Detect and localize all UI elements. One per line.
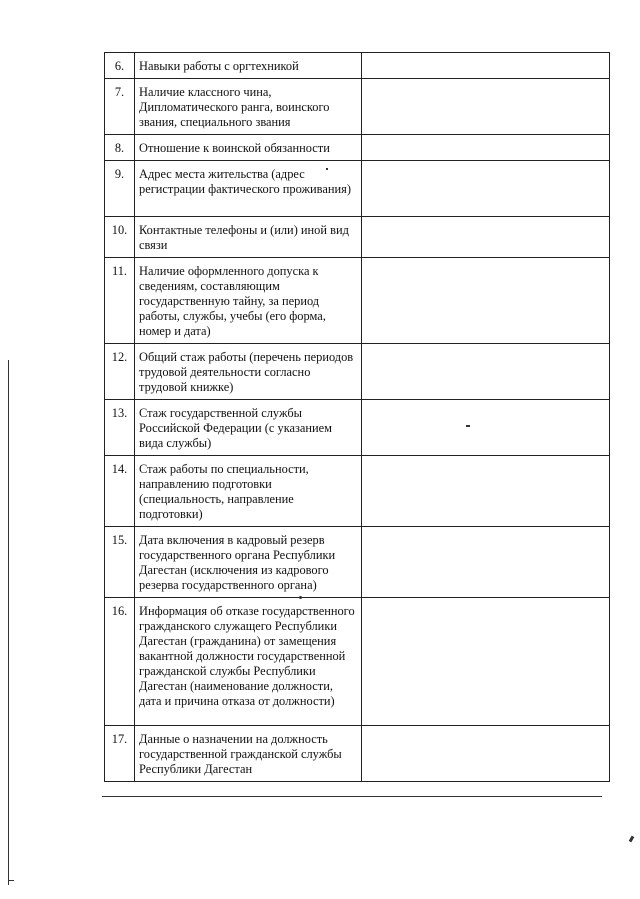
- row-value-field[interactable]: [362, 456, 610, 527]
- row-label: Стаж работы по специальности, направлению подготовки (специальность, направление подготовки): [135, 456, 362, 527]
- row-number: 8.: [105, 135, 135, 161]
- row-label: Наличие оформленного допуска к сведениям, составляющим государственную тайну, за период работы, службы, учебы (его форма, номер и дата): [135, 258, 362, 344]
- row-number: 15.: [105, 527, 135, 598]
- row-label: Наличие классного чина, Дипломатического ранга, воинского звания, специального звания: [135, 79, 362, 135]
- row-label: Контактные телефоны и (или) иной вид связи: [135, 217, 362, 258]
- row-label: Отношение к воинской обязанности: [135, 135, 362, 161]
- row-value-field[interactable]: [362, 598, 610, 726]
- row-value-field[interactable]: [362, 258, 610, 344]
- row-value-field[interactable]: [362, 400, 610, 456]
- row-number: 6.: [105, 53, 135, 79]
- row-label: Дата включения в кадровый резерв государственного органа Республики Дагестан (исключения из кадрового резерва государственного органа): [135, 527, 362, 598]
- table-row: [105, 456, 610, 527]
- row-label: Общий стаж работы (перечень периодов трудовой деятельности согласно трудовой книжке): [135, 344, 362, 400]
- scan-speck: [299, 596, 302, 599]
- table-row: [105, 598, 610, 726]
- table-row: [105, 258, 610, 344]
- row-label: Адрес места жительства (адрес регистрации фактического проживания): [135, 161, 362, 217]
- row-value-field[interactable]: [362, 726, 610, 782]
- row-value-field[interactable]: [362, 135, 610, 161]
- row-number: 14.: [105, 456, 135, 527]
- row-number: 12.: [105, 344, 135, 400]
- row-label: Данные о назначении на должность государственной гражданской службы Республики Дагестан: [135, 726, 362, 782]
- table-row: [105, 135, 610, 161]
- page-divider-line: [102, 796, 602, 797]
- table-row: [105, 217, 610, 258]
- table-row: [105, 79, 610, 135]
- row-number: 13.: [105, 400, 135, 456]
- row-number: 9.: [105, 161, 135, 217]
- row-number: 11.: [105, 258, 135, 344]
- row-value-field[interactable]: [362, 53, 610, 79]
- table-row: [105, 161, 610, 217]
- row-label: Стаж государственной службы Российской Федерации (с указанием вида службы): [135, 400, 362, 456]
- row-value-field[interactable]: [362, 217, 610, 258]
- questionnaire-table: [104, 52, 610, 782]
- scan-speck: [629, 836, 635, 843]
- row-number: 16.: [105, 598, 135, 726]
- table-row: [105, 726, 610, 782]
- row-label: Информация об отказе государственного гражданского служащего Республики Дагестан (гражданина) от замещения вакантной должности государственной гражданской службы Республики Дагестан (наименование должности, дата и причина отказа от должности): [135, 598, 362, 726]
- row-value-field[interactable]: [362, 161, 610, 217]
- table-row: [105, 527, 610, 598]
- scan-edge-mark: [8, 880, 14, 881]
- table-row: [105, 53, 610, 79]
- scan-speck: [326, 168, 328, 170]
- row-value-field[interactable]: [362, 344, 610, 400]
- row-value-field[interactable]: [362, 79, 610, 135]
- scan-edge-mark: [8, 360, 9, 885]
- table-row: [105, 344, 610, 400]
- table-row: [105, 400, 610, 456]
- row-label: Навыки работы с оргтехникой: [135, 53, 362, 79]
- row-number: 7.: [105, 79, 135, 135]
- row-number: 17.: [105, 726, 135, 782]
- row-value-field[interactable]: [362, 527, 610, 598]
- row-number: 10.: [105, 217, 135, 258]
- scan-speck: [466, 425, 470, 427]
